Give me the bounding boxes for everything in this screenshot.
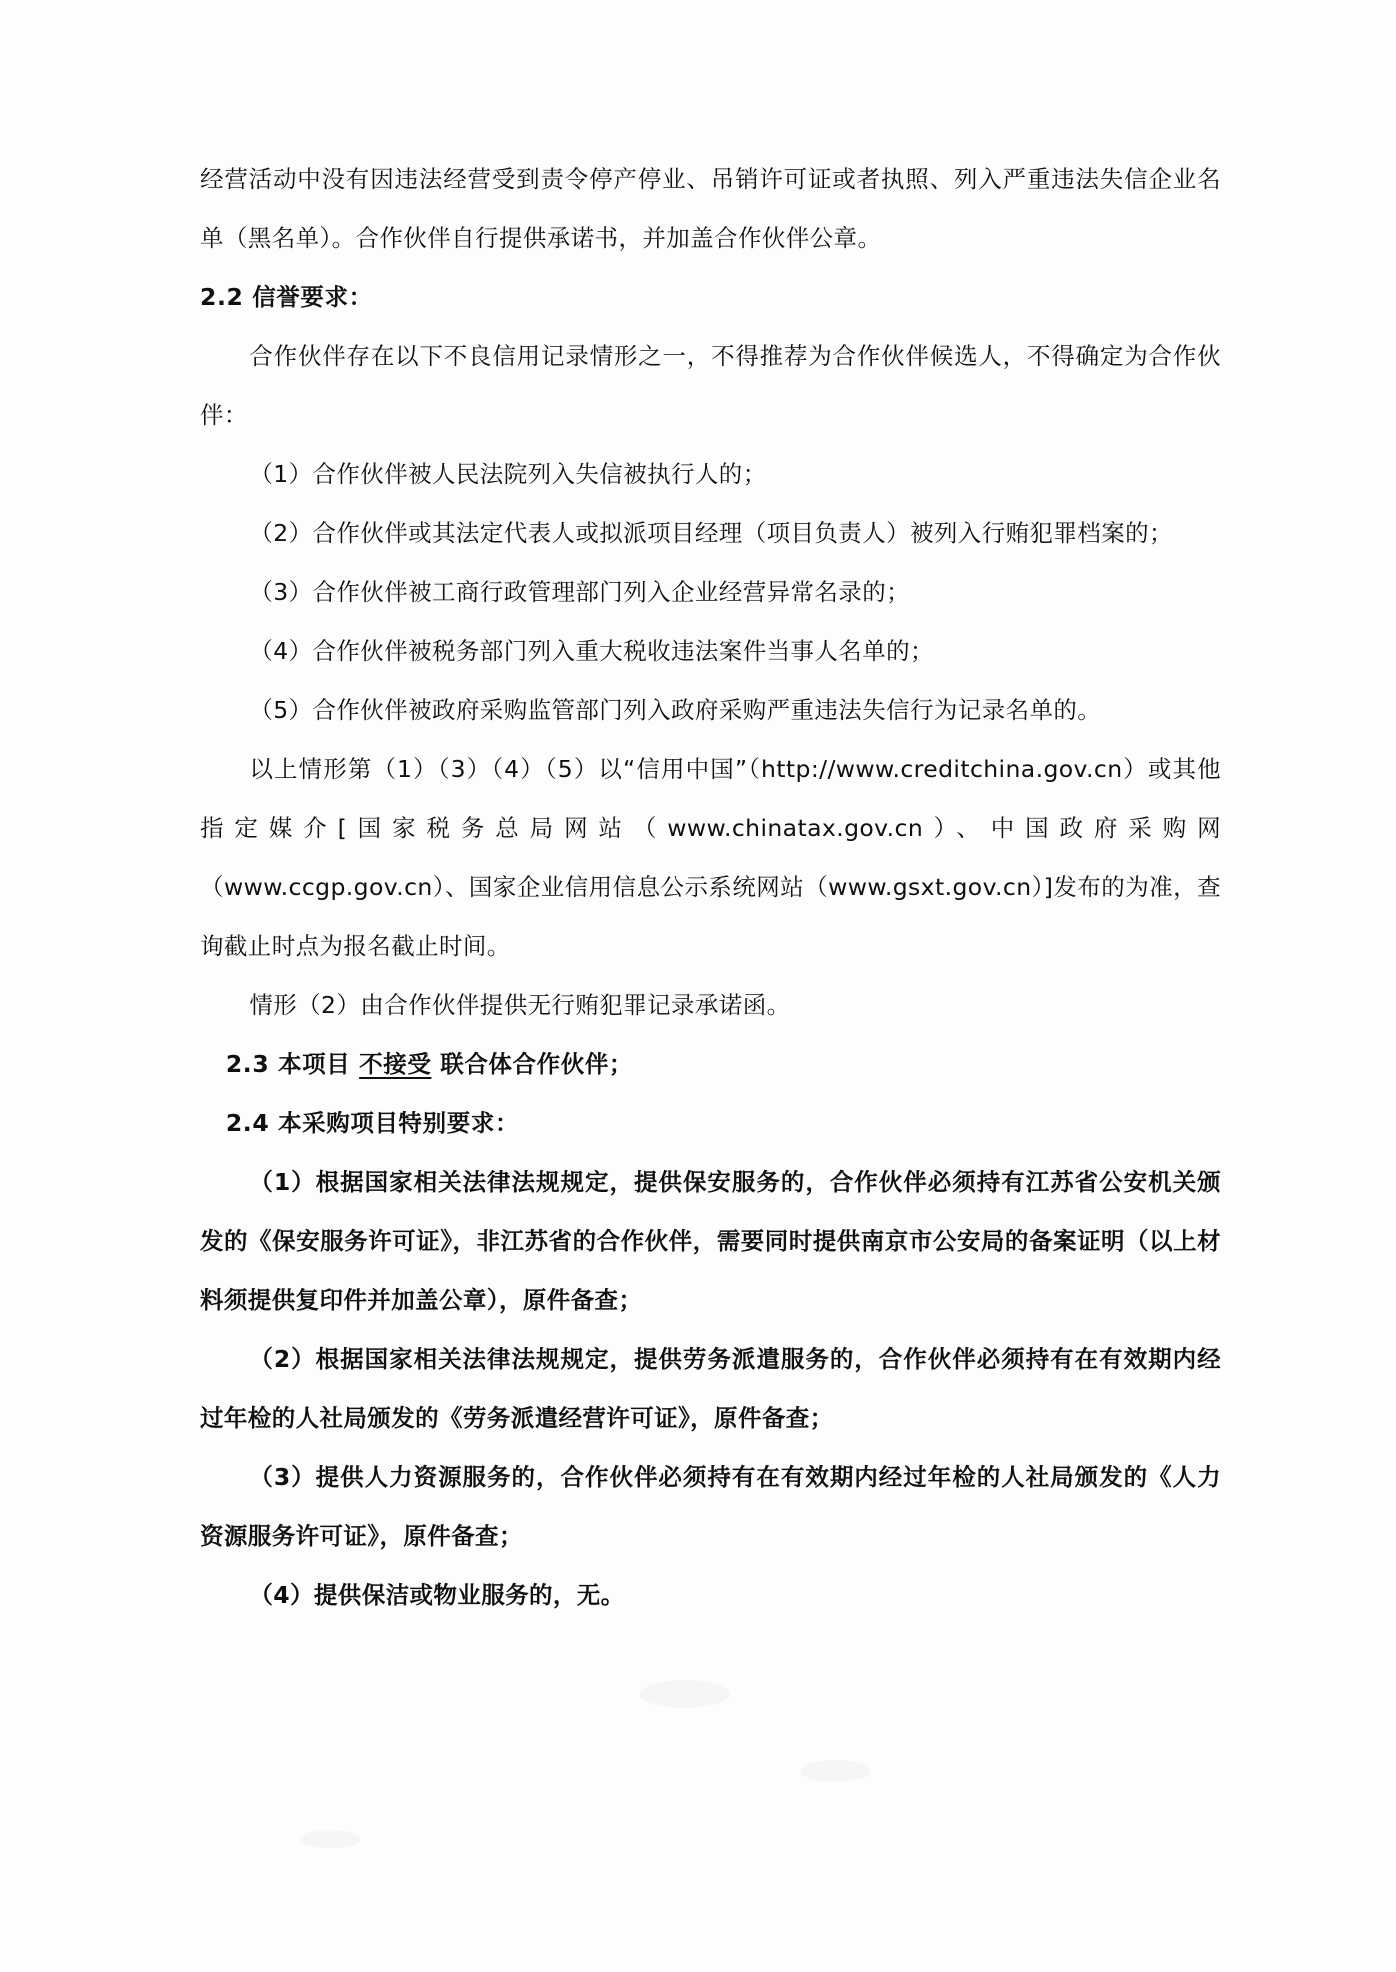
- list-item-2: （2）合作伙伴或其法定代表人或拟派项目经理（项目负责人）被列入行贿犯罪档案的；: [249, 519, 1173, 547]
- paragraph-verification-sources: 以上情形第（1）（3）（4）（5）以“信用中国”（http://www.creditchina.gov.cn）或其他指定媒介[国家税务总局网站（www.chinatax.gov.cn）、中国政府采购网（www.ccgp.gov.cn）、国家企业信用信息公示系统网站（www.gsxt.gov.cn）]发布的为准，查询截止时点为报名截止时间。: [200, 755, 1221, 960]
- heading-credit-requirements: 2.2 信誉要求：: [200, 283, 373, 311]
- list-item-3: （3）合作伙伴被工商行政管理部门列入企业经营异常名录的；: [249, 578, 910, 606]
- section-2-3-prefix: 2.3 本项目: [225, 1050, 360, 1078]
- paragraph-credit-intro: 合作伙伴存在以下不良信用记录情形之一，不得推荐为合作伙伴候选人，不得确定为合作伙伴：: [200, 342, 1221, 429]
- special-requirement-4: （4）提供保洁或物业服务的，无。: [249, 1581, 625, 1609]
- section-2-3-underlined: 不接受: [359, 1050, 432, 1078]
- special-requirement-3: （3）提供人力资源服务的，合作伙伴必须持有在有效期内经过年检的人社局颁发的《人力资源服务许可证》，原件备查；: [200, 1463, 1221, 1550]
- list-item-5: （5）合作伙伴被政府采购监管部门列入政府采购严重违法失信行为记录名单的。: [249, 696, 1102, 724]
- scan-artifact: [640, 1680, 730, 1708]
- section-2-3: [200, 1035, 1221, 1094]
- section-2-3-suffix: 联合体合作伙伴；: [431, 1050, 634, 1078]
- special-requirement-2: （2）根据国家相关法律法规规定，提供劳务派遣服务的，合作伙伴必须持有在有效期内经过年检的人社局颁发的《劳务派遣经营许可证》，原件备查；: [200, 1345, 1221, 1432]
- heading-special-requirements: 2.4 本采购项目特别要求：: [225, 1109, 520, 1137]
- special-requirement-1: （1）根据国家相关法律法规规定，提供保安服务的，合作伙伴必须持有江苏省公安机关颁发的《保安服务许可证》，非江苏省的合作伙伴，需要同时提供南京市公安局的备案证明（以上材料须提供复印件并加盖公章），原件备查；: [200, 1168, 1221, 1314]
- scan-artifact: [800, 1760, 870, 1782]
- paragraph-case-two: 情形（2）由合作伙伴提供无行贿犯罪记录承诺函。: [249, 991, 791, 1019]
- paragraph-intro: 经营活动中没有因违法经营受到责令停产停业、吊销许可证或者执照、列入严重违法失信企业名单（黑名单）。合作伙伴自行提供承诺书，并加盖合作伙伴公章。: [200, 165, 1221, 252]
- list-item-4: （4）合作伙伴被税务部门列入重大税收违法案件当事人名单的；: [249, 637, 934, 665]
- list-item-1: （1）合作伙伴被人民法院列入失信被执行人的；: [249, 460, 767, 488]
- document-body: [200, 150, 1221, 1625]
- scan-artifact: [300, 1830, 360, 1848]
